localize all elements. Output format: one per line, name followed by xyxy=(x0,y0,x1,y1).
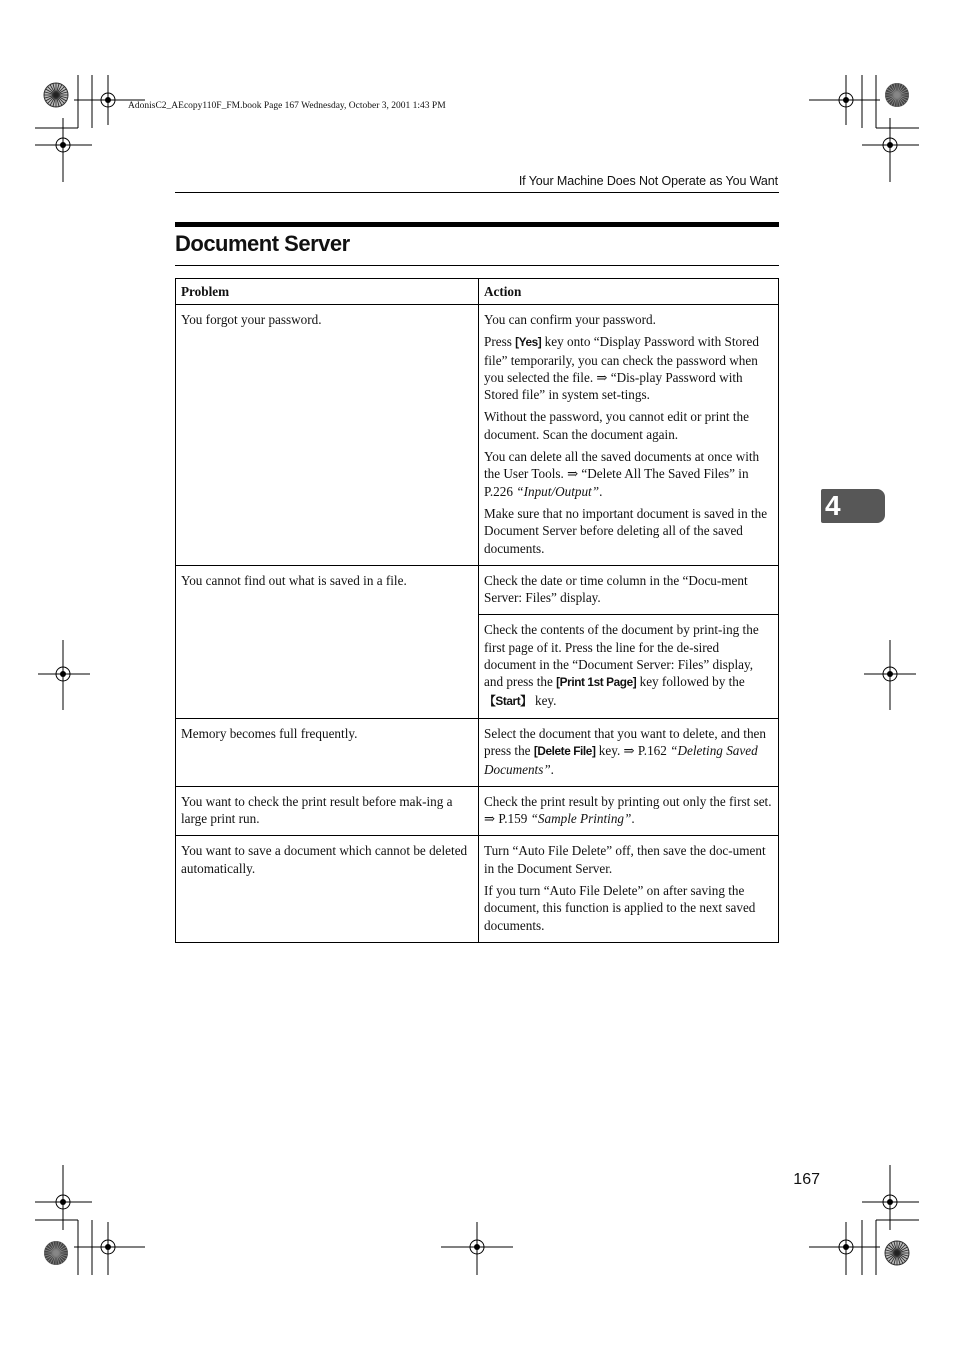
table-row xyxy=(176,836,779,942)
problem-cell: You want to check the print result before mak-ing a large print run. xyxy=(176,786,479,836)
header-rule xyxy=(175,192,779,193)
running-head: If Your Machine Does Not Operate as You Want xyxy=(518,174,778,188)
section-rule-bottom xyxy=(175,265,779,266)
action-paragraph xyxy=(484,842,773,877)
section-rule-top xyxy=(175,222,779,227)
chapter-tab xyxy=(821,489,885,523)
column-header-action: Action xyxy=(479,279,779,305)
action-text: You can delete all the saved documents at once with the User Tools. ⇒ “Delete All The Saved Files” in P.226 xyxy=(484,449,760,499)
cross-reference: “Input/Output” xyxy=(516,483,600,499)
action-paragraph xyxy=(484,408,773,443)
table-row xyxy=(176,565,779,615)
problem-cell: You want to save a document which cannot be deleted automatically. xyxy=(176,836,479,942)
table-row xyxy=(176,305,779,566)
action-text: Turn “Auto File Delete” off, then save the doc-ument in the Document Server. xyxy=(484,843,766,876)
action-cell xyxy=(479,718,779,786)
troubleshooting-table xyxy=(175,278,779,943)
table-row xyxy=(176,718,779,786)
key-name: [Delete File] xyxy=(533,744,596,759)
action-text: Select the document that you want to delete, and then press the xyxy=(484,725,766,759)
section-title: Document Server xyxy=(175,231,350,256)
cross-reference: “Deleting Saved Documents” xyxy=(484,743,758,777)
cross-reference: “Sample Printing” xyxy=(530,811,632,827)
problem-cell: Memory becomes full frequently. xyxy=(176,718,479,786)
column-header-problem: Problem xyxy=(176,279,479,305)
action-text: Check the print result by printing out only the first set. ⇒ P.159 xyxy=(484,793,772,827)
action-paragraph xyxy=(484,793,773,828)
action-paragraph xyxy=(484,448,773,500)
action-cell xyxy=(479,305,779,566)
action-text: . xyxy=(631,811,635,827)
page-number: 167 xyxy=(793,1171,820,1188)
action-text: Press xyxy=(484,334,516,350)
key-name: [Yes] xyxy=(515,335,542,350)
action-text: key onto “Display Password with Stored file” temporarily, you can check the password when you selected the file. ⇒ “Dis-play Password with Stored file” in system set-tings. xyxy=(484,334,759,403)
table-header-row xyxy=(176,279,779,305)
key-name: 【Start】 xyxy=(484,693,532,708)
action-cell xyxy=(479,786,779,836)
action-paragraph xyxy=(484,725,773,778)
action-text: Check the date or time column in the “Docu-ment Server: Files” display. xyxy=(484,572,748,606)
problem-cell: You forgot your password. xyxy=(176,305,479,566)
file-info-line: AdonisC2_AEcopy110F_FM.book Page 167 Wednesday, October 3, 2001 1:43 PM xyxy=(128,101,446,111)
action-cell xyxy=(479,836,779,942)
action-text: Check the contents of the document by print-ing the first page of it. Press the line for the de-sired document in the “Document Server: Files” display, and press the xyxy=(484,622,759,690)
action-text: key. ⇒ P.162 xyxy=(595,743,671,759)
action-paragraph xyxy=(484,572,773,607)
action-text: If you turn “Auto File Delete” on after saving the document, this function is applied to the next saved documents. xyxy=(484,883,756,933)
action-paragraph xyxy=(484,621,773,709)
action-text: . xyxy=(550,761,554,777)
action-text: Make sure that no important document is saved in the Document Server before deleting all of the saved documents. xyxy=(484,505,768,556)
key-name: [Print 1st Page] xyxy=(556,675,637,690)
action-paragraph xyxy=(484,882,773,934)
table-row xyxy=(176,786,779,836)
action-paragraph xyxy=(484,311,773,328)
action-text: key followed by the xyxy=(636,674,745,690)
chapter-number: 4 xyxy=(825,490,841,521)
action-text: Without the password, you cannot edit or print the document. Scan the document again. xyxy=(484,409,749,442)
action-cell xyxy=(479,565,779,615)
action-cell xyxy=(479,615,779,718)
problem-cell: You cannot find out what is saved in a file. xyxy=(176,565,479,718)
action-paragraph xyxy=(484,505,773,557)
action-paragraph xyxy=(484,333,773,403)
action-text: You can confirm your password. xyxy=(484,312,656,327)
action-text: key. xyxy=(531,692,557,708)
action-text: . xyxy=(599,483,603,499)
